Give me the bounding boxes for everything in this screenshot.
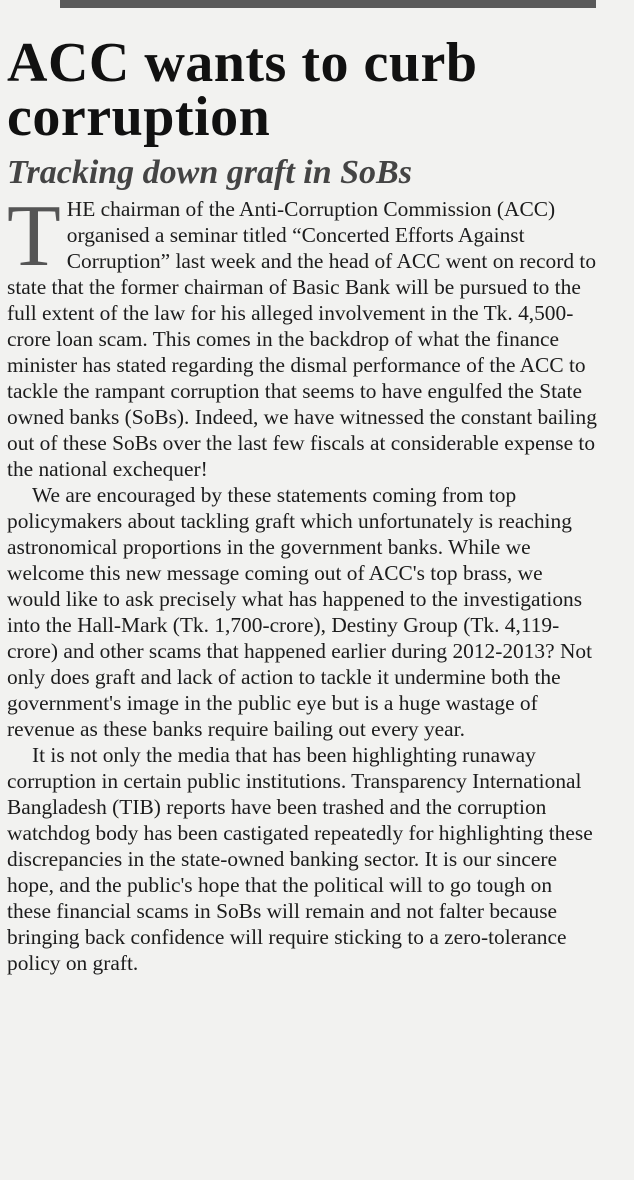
subheadline: Tracking down graft in SoBs: [7, 154, 412, 191]
paragraph-2: We are encouraged by these statements coming from top policymakers about tackling graft which unfortunately is reaching astronomical proportions in the government banks. While we welcome this new message coming out of ACC's top brass, we would like to ask precisely what has happened to the investigations into the Hall-Mark (Tk. 1,700-crore), Destiny Group (Tk. 4,119-crore) and other scams that happened earlier during 2012-2013? Not only does graft and lack of action to tackle it undermine both the government's image in the public eye but is a huge wastage of revenue as these banks require bailing out every year.: [7, 483, 593, 741]
headline: ACC wants to curb corruption: [7, 32, 478, 148]
paragraph-1-text: HE chairman of the Anti-Corruption Commission (ACC) organised a seminar titled “Concerted Efforts Against Corruption” last week and the head of ACC went on record to state that the former chairman of Basic Bank will be pursued to the full extent of the law for his alleged involvement in the Tk. 4,500-crore loan scam. This comes in the backdrop of what the finance minister has stated regarding the dismal performance of the ACC to tackle the rampant corruption that seems to have engulfed the State owned banks (SoBs). Indeed, we have witnessed the constant bailing out of these SoBs over the last few fiscals at considerable expense to the national exchequer!: [7, 197, 597, 481]
drop-cap: T: [7, 188, 61, 285]
paragraph-3: It is not only the media that has been highlighting runaway corruption in certain public institutions. Transparency International Bangladesh (TIB) reports have been trashed and the corruption watchdog body has been castigated repeatedly for highlighting these discrepancies in the state-owned banking sector. It is our sincere hope, and the public's hope that the political will to go tough on these financial scams in SoBs will remain and not falter because bringing back confidence will require sticking to a zero-tolerance policy on graft.: [7, 743, 593, 975]
top-rule: [60, 0, 596, 8]
editorial-article: [7, 32, 597, 976]
article-body: [7, 188, 597, 976]
paragraph-1: [7, 188, 597, 482]
